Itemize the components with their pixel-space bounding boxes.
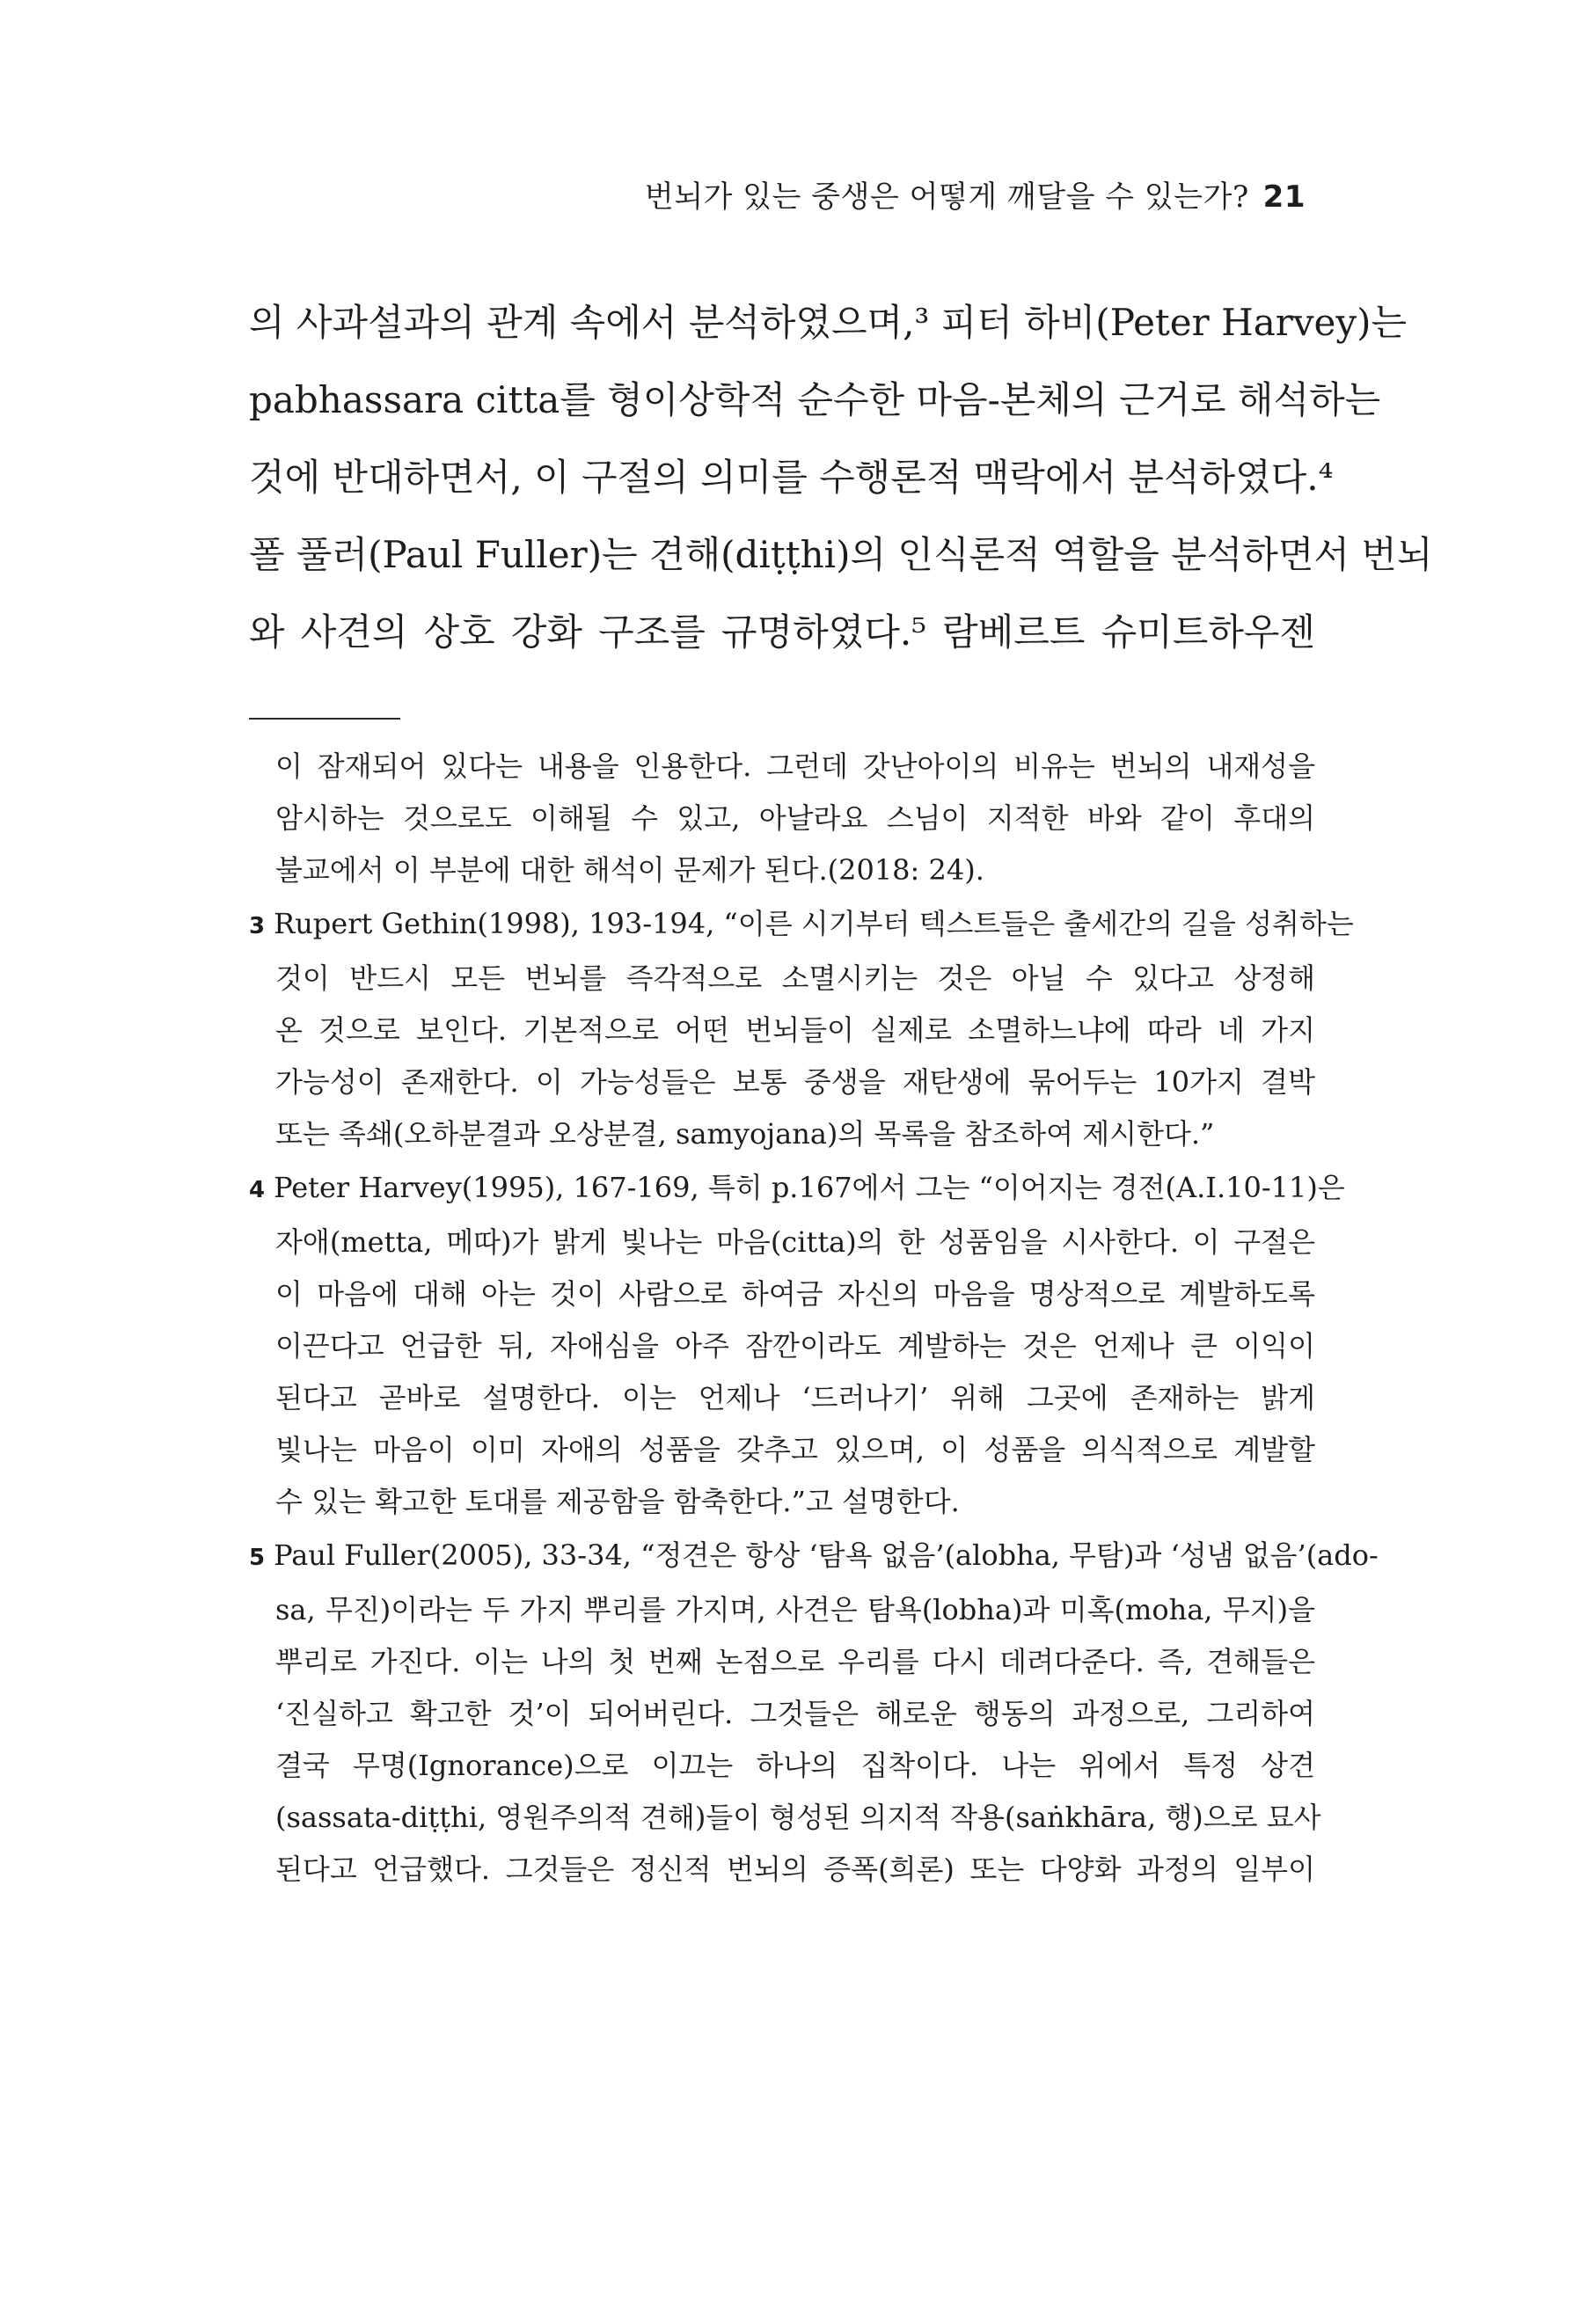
body-line: 와 사견의 상호 강화 구조를 규명하였다.⁵ 람베르트 슈미트하우젠 (249, 610, 1315, 654)
footnote-line: 불교에서 이 부분에 대한 해석이 문제가 된다.(2018: 24). (275, 853, 984, 887)
footnote-line: 것이 반드시 모든 번뇌를 즉각적으로 소멸시키는 것은 아닐 수 있다고 상정해 (275, 961, 1315, 995)
footnotes (249, 741, 1379, 1897)
footnote-line: Peter Harvey(1995), 167-169, 특히 p.167에서 그는 “이어지는 경전(A.I.10-11)은 (274, 1171, 1345, 1204)
main-body-text (249, 284, 1433, 671)
footnote-number: 3 (249, 913, 266, 939)
footnote-line: 이 잠재되어 있다는 내용을 인용한다. 그런데 갓난아이의 비유는 번뇌의 내재성을 (275, 749, 1315, 783)
footnote-4 (249, 1162, 1345, 1528)
page-number: 21 (1262, 179, 1306, 215)
body-line: pabhassara citta를 형이상학적 순수한 마음-본체의 근거로 해석하는 (249, 378, 1381, 421)
footnote-line: 빛나는 마음이 이미 자애의 성품을 갖추고 있으며, 이 성품을 의식적으로 계발할 (275, 1433, 1315, 1466)
footnote-line: 된다고 곧바로 설명한다. 이는 언제나 ‘드러나기’ 위해 그곳에 존재하는 밝게 (275, 1381, 1315, 1414)
footnote-3 (249, 898, 1354, 1160)
footnote-line: 온 것으로 보인다. 기본적으로 어떤 번뇌들이 실제로 소멸하느냐에 따라 네 가지 (275, 1013, 1315, 1047)
footnote-line: 이 마음에 대해 아는 것이 사람으로 하여금 자신의 마음을 명상적으로 계발하도록 (275, 1277, 1315, 1311)
footnote-line: (sassata-diṭṭhi, 영원주의적 견해)들이 형성된 의지적 작용(saṅkhāra, 행)으로 묘사 (275, 1801, 1321, 1834)
footnote-line: 암시하는 것으로도 이해될 수 있고, 아날라요 스님이 지적한 바와 같이 후대의 (275, 801, 1315, 835)
footnote-line: 뿌리로 가진다. 이는 나의 첫 번째 논점으로 우리를 다시 데려다준다. 즉, 견해들은 (275, 1645, 1315, 1678)
footnote-5 (249, 1530, 1379, 1896)
footnote-line: 또는 족쇄(오하분결과 오상분결, samyojana)의 목록을 참조하여 제시한다.” (275, 1117, 1215, 1151)
running-header (645, 172, 1306, 216)
footnote-line: 자애(metta, 메따)가 밝게 빛나는 마음(citta)의 한 성품임을 시사한다. 이 구절은 (275, 1225, 1315, 1259)
body-line: 것에 반대하면서, 이 구절의 의미를 수행론적 맥락에서 분석하였다.⁴ (249, 456, 1334, 499)
footnote-line: Paul Fuller(2005), 33-34, “정견은 항상 ‘탐욕 없음’(alobha, 무탐)과 ‘성냄 없음’(ado- (274, 1538, 1379, 1572)
footnote-line: sa, 무진)이라는 두 가지 뿌리를 가지며, 사견은 탐욕(lobha)과 미혹(moha, 무지)을 (275, 1593, 1315, 1626)
footnote-line: Rupert Gethin(1998), 193-194, “이른 시기부터 텍스트들은 출세간의 길을 성취하는 (274, 907, 1354, 940)
footnote-line: 결국 무명(Ignorance)으로 이끄는 하나의 집착이다. 나는 위에서 특정 상견 (275, 1749, 1315, 1782)
footnote-line: 가능성이 존재한다. 이 가능성들은 보통 중생을 재탄생에 묶어두는 10가지 결박 (275, 1065, 1315, 1099)
footnote-number: 5 (249, 1545, 266, 1571)
footnote-line: 된다고 언급했다. 그것들은 정신적 번뇌의 증폭(희론) 또는 다양화 과정의 일부이 (275, 1853, 1315, 1886)
footnote-line: ‘진실하고 확고한 것’이 되어버린다. 그것들은 해로운 행동의 과정으로, 그리하여 (275, 1697, 1315, 1730)
footnote-number: 4 (249, 1177, 266, 1203)
footnote-line: 수 있는 확고한 토대를 제공함을 함축한다.”고 설명한다. (275, 1485, 960, 1518)
body-line: 의 사과설과의 관계 속에서 분석하였으며,³ 피터 하비(Peter Harvey)는 (249, 301, 1408, 344)
footnote-separator (249, 718, 400, 720)
body-line: 폴 풀러(Paul Fuller)는 견해(diṭṭhi)의 인식론적 역할을 분석하면서 번뇌 (249, 533, 1433, 576)
header-title: 번뇌가 있는 중생은 어떻게 깨달을 수 있는가? (644, 179, 1249, 215)
footnote-line: 이끈다고 언급한 뒤, 자애심을 아주 잠깐이라도 계발하는 것은 언제나 큰 이익이 (275, 1329, 1315, 1363)
footnote-continued (249, 741, 1315, 896)
